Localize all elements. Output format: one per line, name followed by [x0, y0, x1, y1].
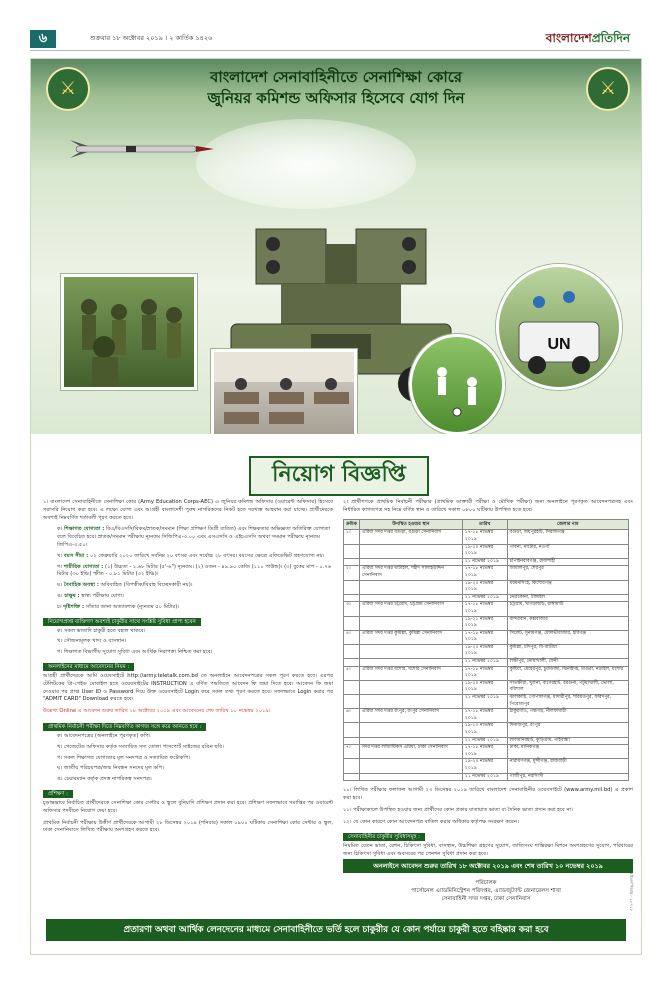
- eligibility-item: ঘ। বৈবাহিক অবস্থা : অবিবাহিত (বিপত্নীক/বিবাহ বিচ্ছেদকারী নয়)।: [57, 582, 193, 589]
- army-benefits-text: নিয়মিত বেতন ভাতা, রেশন, চিকিৎসা সুবিধা, বাসস্থান, উচ্চশিক্ষা গ্রহণের সুযোগ, জাতিসংঘ শান্তিরক্ষা মিশনে অংশগ্রহণের সুযোগ, পরিবারের জন্য চিকিৎসা সুবিধা এবং অবসরের পর পেনশন সুবিধা প্রদান করা হবে।: [343, 843, 633, 858]
- table-cell: ৬।: [344, 709, 360, 723]
- table-cell: ১৭-১৮ নভেম্বর ২০১৯: [462, 666, 507, 680]
- exam-centers-table: [343, 519, 629, 782]
- table-cell: ২।: [344, 566, 360, 580]
- table-cell: এরিয়া সদর দপ্তর রংপুর, রংপুর সেনানিবাস: [359, 709, 462, 723]
- table-cell: ২১ নভেম্বর ২০১৯: [462, 594, 507, 602]
- table-cell: [359, 695, 462, 709]
- document-item: ক। আবেদনপত্রের (অনলাইনে পূরণকৃত) কপি।: [57, 732, 151, 739]
- signature-line: পার্সোনেল এ্যাডমিনিস্ট্রেশন পরিদপ্তর, এ্যাডজুট্যান্ট জেনারেলস শাখা: [411, 888, 561, 894]
- table-row: [344, 695, 629, 709]
- table-row: [344, 773, 629, 781]
- benefit-item: খ। সৌজন্যমূলক খাদ্য ও বাসস্থান।: [57, 638, 127, 645]
- intro-paragraph: ১। বাংলাদেশ সেনাবাহিনীতে সেনাশিক্ষা কোর (Army Education Corps-AEC) এ জুনিয়র কমিশন্ড অফিসার (ওয়ারেন্ট অফিসার) হিসেবে সরাসরি নিয়োগ করা হবে। এ লক্ষ্যে যোগ্য এবং আগ্রহী বাংলাদেশী পুরুষ নাগরিকদের নিকট হতে দরখাস্ত আহবান করা যাচ্ছে। প্রার্থীদেরকে অবশ্যই নিম্নবর্ণিত শর্তাবলী পূরণ করতে হবে।: [43, 499, 333, 521]
- written-exam-text: প্রাথমিক নির্বাচনী পরীক্ষায় উত্তীর্ণ প্রার্থীদেরকে আগামী ২৮ ডিসেম্বর ২০১৯ (শনিবার) সকাল ০৯০০ ঘটিকায় সেনাশিক্ষা কোর সেন্টার ও স্কুল, ঢাকা সেনানিবাসে লিখিত পরীক্ষায় অংশগ্রহণ করতে হবে।: [43, 819, 333, 834]
- table-cell: বান্দরবান, কক্সবাজার: [507, 616, 628, 630]
- table-cell: সিলেট, সুনামগঞ্জ, মৌলভীবাজার, হবিগঞ্জ: [507, 630, 628, 644]
- table-cell: এরিয়া সদর দপ্তর যশোর, যশোর সেনানিবাস: [359, 666, 462, 680]
- table-cell: পাবনা, নাটোর, নওগাঁ: [507, 544, 628, 558]
- headline-line-2: জুনিয়র কমিশন্ড অফিসার হিসেবে যোগ দিন: [207, 89, 465, 107]
- table-row: [344, 530, 629, 544]
- table-row: [344, 616, 629, 630]
- eligibility-item: ঙ। চাক্ষুষ : স্বাস্থ্য পরীক্ষায় যোগ্য।: [57, 592, 125, 599]
- rocket-smoke-trail: [196, 119, 416, 209]
- online-dates-banner: অনলাইনে আবেদন শুরুর তারিখ ১৮ অক্টোবর ২০১৯ এবং শেষ তারিখ ১০ নভেম্বর ২০১৯: [343, 859, 633, 873]
- table-cell: ১৯-২০ নভেম্বর ২০১৯: [462, 680, 507, 694]
- table-cell: কুমিল্লা, চাঁদপুর, বি-বাড়ীয়া: [507, 644, 628, 658]
- table-header-date: তারিখ: [462, 519, 507, 530]
- table-cell: ৫।: [344, 666, 360, 680]
- apply-deadline-text: উল্লেখ্য Online এ আবেদন শুরুর তারিখ ১৮ অক্টোবর ২০১৯ এবং আবেদনের শেষ তারিখ ১০ নভেম্বর ২০১৯।: [43, 708, 271, 715]
- table-cell: গাজীপুর, নরসিংদী: [507, 773, 628, 781]
- table-header-district: জেলার নাম: [507, 519, 628, 530]
- table-cell: [344, 723, 360, 737]
- table-cell: ১।: [344, 530, 360, 544]
- table-row: [344, 723, 629, 737]
- missile-illustration: [66, 139, 216, 159]
- table-cell: [344, 580, 360, 594]
- table-cell: কুষ্টিয়া, মেহেরপুর, চুয়াডাঙ্গা, ঝিনাইদহ, মাগুরা, নড়াইল, যশোর: [507, 666, 628, 680]
- signature-line: সেনাবাহিনী সদর দপ্তর, ঢাকা সেনানিবাস: [441, 896, 531, 902]
- signature-block: [411, 879, 561, 903]
- table-cell: ১৯-২০ নভেম্বর ২০১৯: [462, 723, 507, 737]
- brand-main: বাংলাদেশ: [545, 31, 592, 45]
- section-benefits-heading: নিয়োগপ্রাপ্ত ব্যক্তিগণ অবশ্যই চাকুরীর সাথে সংশ্লিষ্ট সুবিধা প্রাপ্য হবেন: [43, 618, 201, 626]
- section-apply-online-heading: অনলাইনের মাধ্যমে আবেদনের নিয়ম :: [43, 663, 134, 671]
- table-cell: ২১ নভেম্বর ২০১৯: [462, 695, 507, 709]
- exam-centers-table-body: [344, 530, 629, 781]
- table-cell: [359, 616, 462, 630]
- table-row: [344, 544, 629, 558]
- table-cell: [359, 737, 462, 745]
- signature-line: পরিচালক: [475, 880, 497, 886]
- table-cell: ১৯-২০ নভেম্বর ২০১৯: [462, 580, 507, 594]
- table-cell: [359, 580, 462, 594]
- soldiers-training-photo: [61, 274, 197, 390]
- notice-title: নিয়োগ বিজ্ঞপ্তি: [249, 456, 429, 496]
- right-column: [343, 499, 633, 863]
- table-row: [344, 594, 629, 602]
- table-cell: ৪।: [344, 630, 360, 644]
- table-cell: ময়মনসিংহ, কিশোরগঞ্জ: [507, 580, 628, 594]
- table-cell: ২১ নভেম্বর ২০১৯: [462, 558, 507, 566]
- table-row: [344, 558, 629, 566]
- table-cell: ঢাকা, মানিকগঞ্জ: [507, 745, 628, 759]
- table-cell: ১৭-১৮ নভেম্বর ২০১৯: [462, 602, 507, 616]
- table-cell: ১৯-২১ নভেম্বর ২০১৯: [462, 616, 507, 630]
- table-cell: ১৭-১৮ নভেম্বর ২০১৯: [462, 630, 507, 644]
- table-cell: ১৯-২০ নভেম্বর ২০১৯: [462, 644, 507, 658]
- table-cell: [344, 759, 360, 773]
- ad-headline: [141, 67, 531, 109]
- table-row: [344, 745, 629, 759]
- training-text: চূড়ান্তভাবে নির্বাচিত প্রার্থীদেরকে সেনাশিক্ষা কোর সেন্টার ও স্কুলে বুনিয়াদি প্রশিক্ষণ প্রদান করা হবে। প্রশিক্ষণ সফলভাবে সমাপ্তির পর ওয়ারেন্ট অফিসার পদবীতে নিয়োগ দেয়া হবে।: [43, 799, 333, 814]
- eligibility-list: [43, 526, 333, 611]
- table-cell: [344, 695, 360, 709]
- table-cell: লালমনিরহাট, কুড়িগ্রাম, গাইবান্ধা: [507, 737, 628, 745]
- table-cell: [359, 594, 462, 602]
- table-cell: ১৭-১৮ নভেম্বর ২০১৯: [462, 745, 507, 759]
- army-emblem-right-icon: ⚔: [586, 67, 630, 111]
- eligibility-item: খ। বয়স সীমা : ০২ ফেব্রুয়ারি ২০২০ তারিখে সর্বনিম্ন ২০ বৎসর এবং সর্বোচ্চ ২৮ বৎসর। বয়সের ক্ষেত্রে এফিডেভিট গ্রহণযোগ্য নয়।: [57, 552, 325, 559]
- army-emblem-left-icon: ⚔: [46, 67, 90, 111]
- table-row: [344, 666, 629, 680]
- table-cell: [344, 594, 360, 602]
- table-header-venue: উপস্থিত হওয়ার স্থান: [359, 519, 462, 530]
- table-row: [344, 737, 629, 745]
- eligibility-item: গ। শারীরিক যোগ্যতা : (১) উচ্চতা - ১.৬৮ মিটার (৫'-৬") ন্যূনতম। (২) ওজন - ৪৯.৯০ কেজি (১১০ পাউন্ড)। (৩) বুকের মাপ - ০.৭৬ মিটার (৩০ ইঞ্চি) স্ফীত - ০.৮১ মিটার (৩২ ইঞ্চি)।: [57, 563, 332, 578]
- document-item: গ। সকল শিক্ষাগত যোগ্যতার মূল সনদপত্র ও সত্যায়িত ফটোকপি।: [57, 754, 191, 761]
- brand-accent: প্রতিদিন: [591, 31, 630, 45]
- table-cell: সদর দপ্তর লজিস্টিকস এরিয়া, ঢাকা সেনানিবাস: [359, 745, 462, 759]
- table-cell: লক্ষীপুর, নোয়াখালী, ফেনী: [507, 659, 628, 667]
- table-row: [344, 659, 629, 667]
- table-cell: এরিয়া সদর দপ্তর চট্টগ্রাম, চট্টগ্রাম সেনানিবাস: [359, 602, 462, 616]
- table-cell: [359, 723, 462, 737]
- section-documents-heading: প্রাথমিক নির্বাচনী পরীক্ষা দিতে নিম্নবর্ণিত কাগজ সঙ্গে করে আনতে হবে :: [43, 723, 206, 731]
- table-cell: [359, 659, 462, 667]
- note-item: ১২। যে কোন কারণে কোন আবেদনপত্র বাতিল করার অধিকার কর্তৃপক্ষ সংরক্ষণ করেন।: [343, 818, 519, 825]
- table-cell: জামালপুর, শেরপুর: [507, 566, 628, 580]
- table-cell: নেত্রকোনা, টাঙ্গাইল: [507, 594, 628, 602]
- note-item: ১১। পরীক্ষাকালে উপস্থিত হওয়ার জন্য প্রার্থীদের কোন প্রকার যাতায়াত ভাতা বা দৈনিক ভাতা প্রদান করা হবে না।: [343, 806, 573, 813]
- table-row: [344, 709, 629, 723]
- table-cell: ঠাকুরগাঁও, পঞ্চগড়, নীলফামারী: [507, 709, 628, 723]
- table-row: [344, 680, 629, 694]
- table-cell: ১৯-২০ নভেম্বর ২০১৯: [462, 759, 507, 773]
- fraud-warning-banner: প্রতারণা অথবা আর্থিক লেনদেনের মাধ্যমে সেনাবাহিনীতে ভর্তি হলে চাকুরীর যে কোন পর্যায়ে চাকুরী হতে বহিষ্কার করা হবে: [46, 919, 626, 941]
- left-column: [43, 499, 333, 839]
- page-number: ৬: [30, 30, 56, 48]
- table-cell: এরিয়া সদর দপ্তর কুমিল্লা, কুমিল্লা সেনানিবাস: [359, 630, 462, 644]
- table-cell: ৩।: [344, 602, 360, 616]
- table-cell: ২১ নভেম্বর ২০১৯: [462, 737, 507, 745]
- table-cell: [359, 773, 462, 781]
- table-cell: চাঁপাইনবাবগঞ্জ, রাজশাহী: [507, 558, 628, 566]
- table-cell: [344, 659, 360, 667]
- table-cell: ৭।: [344, 745, 360, 759]
- table-cell: [344, 773, 360, 781]
- table-cell: নারায়ণগঞ্জ, মুন্সীগঞ্জ, রাজবাড়ী: [507, 759, 628, 773]
- exam-venue-intro: ২। প্রার্থীগণকে প্রাথমিক নির্বাচনী পরীক্ষার (প্রাথমিক ডাক্তারী পরীক্ষা ও মৌখিক পরীক্ষা) জন্য অনলাইনে পূরণকৃত আবেদনপত্রসহ এবং নির্ধারিত কাগজপত্র সহ নিম্নে বর্ণিত স্থান ও তারিখে সকাল ০৮০০ ঘটিকায় উপস্থিত হতে হবে।: [343, 499, 633, 513]
- table-header-serial: ক্রমিক: [344, 519, 360, 530]
- table-cell: চট্টগ্রাম, খাগড়াছড়ি, রাঙ্গামাটি: [507, 602, 628, 616]
- table-cell: ২১ নভেম্বর ২০১৯: [462, 659, 507, 667]
- table-cell: [344, 680, 360, 694]
- eligibility-item: ক। শিক্ষাগত যোগ্যতা : বিএ/বিএসসি/বিকম/স্নাতক/সমমান (শিক্ষা প্রশিক্ষণ ডিগ্রী ব্যতিত) এবং শিক্ষকতার অভিজ্ঞতা অতিরিক্ত যোগ্যতা বলে বিবেচিত হবে। স্নাতক/সমমান পরীক্ষায় ন্যূনতম সিজিপিএ-৩.০০ এবং এসএসসি ও এইচএসসি অথবা সমমান পরীক্ষায় ন্যূনতম জিপিএ-৩.৫০।: [57, 526, 331, 548]
- eligibility-item: চ। দৃষ্টিশক্তি : সাঁতার জানা অত্যাবশ্যক (ন্যূনতম ৫০ মিটার)।: [57, 603, 180, 610]
- table-cell: [344, 616, 360, 630]
- newspaper-brand: [546, 30, 630, 50]
- table-row: [344, 644, 629, 658]
- table-cell: ১৭-১৮ নভেম্বর ২০১৯: [462, 530, 507, 544]
- table-cell: এরিয়া সদর দপ্তর ঘাটাইল, শহীদ সালাহউদ্দিন সেনানিবাস: [359, 566, 462, 580]
- section-army-benefits-heading: সেনাবাহিনীর চাকুরীর সুবিধাসমূহ :: [343, 833, 425, 841]
- classroom-photo: [211, 349, 357, 434]
- table-cell: এরিয়া সদর দপ্তর বগুড়া, বগুড়া সেনানিবাস: [359, 530, 462, 544]
- document-item: খ। গেজেটেড অফিসার কর্তৃক সত্যায়িত সদ্য তোলা পাসপোর্ট সাইজের রঙিন ছবি।: [57, 743, 224, 750]
- table-cell: বগুড়া, জয়পুরহাট, সিরাজগঞ্জ: [507, 530, 628, 544]
- table-cell: ১৭-১৮ নভেম্বর ২০১৯: [462, 709, 507, 723]
- recruitment-advertisement: [30, 58, 642, 955]
- table-row: [344, 566, 629, 580]
- table-row: [344, 602, 629, 616]
- table-cell: ২১ নভেম্বর ২০১৯: [462, 773, 507, 781]
- table-cell: ১৭-১৮ নভেম্বর ২০১৯: [462, 566, 507, 580]
- table-cell: [344, 737, 360, 745]
- table-cell: দিনাজপুর, রংপুর: [507, 723, 628, 737]
- un-vehicle-label: UN: [547, 336, 571, 353]
- table-cell: সাতক্ষীরা, খুলনা, বাগেরহাট, বরগুনা, পটুয়াখালী, ভোলা, বরিশাল: [507, 680, 628, 694]
- document-item: ঙ। চেয়ারম্যান কর্তৃক প্রদত্ত নাগরিকত্ব সনদপত্র।: [57, 776, 152, 783]
- masthead: [30, 28, 630, 51]
- benefit-item: ক। সকল ভাতাদি চাকুরী হতে বহাল থাকবে।: [57, 627, 146, 634]
- hero-banner: [31, 59, 641, 434]
- table-row: [344, 630, 629, 644]
- un-peacekeeping-photo: [496, 264, 622, 390]
- table-cell: [344, 544, 360, 558]
- section-training-heading: প্রশিক্ষণ :: [43, 790, 73, 798]
- table-cell: [344, 644, 360, 658]
- apply-online-text: আগ্রহী প্রার্থীদেরকে আর্মি ওয়েবসাইটে http://army.teletalk.com.bd তে অনলাইনে আবেদনপত্রের সকল পূরণ করতে হবে। এরপর টেলিটকের প্রি-পেইড মোবাইল হতে ওয়েবসাইটের INSTRUCTION এ বর্ণিত পদ্ধতিতে আবেদন ফি জমা দিতে হবে। আবেদন ফি জমা দেওয়ার পর প্রাপ্ত User ID ও Password দিয়ে উক্ত ওয়েবসাইটে Login করে সকল তথ্য পূরণ করতে হবে। সফলভাবে Login করার পর "ADMIT CARD" Download করতে হবে।: [43, 672, 333, 703]
- table-cell: [359, 558, 462, 566]
- table-cell: ঝালকাঠি, গোপালগঞ্জ, মাদারীপুর, শরিয়তপুর, ফরিদপুর, পিরোজপুর: [507, 695, 628, 709]
- table-header-row: [344, 519, 629, 530]
- headline-line-1: বাংলাদেশ সেনাবাহিনীতে সেনাশিক্ষা কোরে: [210, 68, 462, 86]
- table-cell: [359, 759, 462, 773]
- table-cell: [344, 558, 360, 566]
- football-match-photo: [409, 334, 505, 434]
- ispr-code: আইএসপিআর - ১০৭১৮: [629, 871, 634, 912]
- table-cell: [359, 644, 462, 658]
- note-item: ১০। লিখিত পরীক্ষার ফলাফল আগামী ২৩ ডিসেম্বর ২০১৯ তারিখে বাংলাদেশ সেনাবাহিনীর ওয়েবসাইটে (www.army.mil.bd) এ প্রকাশ করা হবে।: [343, 787, 633, 801]
- table-row: [344, 759, 629, 773]
- table-cell: [359, 544, 462, 558]
- table-cell: ১৯-২০ নভেম্বর ২০১৯: [462, 544, 507, 558]
- benefit-item: গ। শিক্ষাগত বিভাগীয় সুযোগ সুবিধা এবং আর্থিক নিরাপত্তা নিশ্চিত করা হবে।: [57, 649, 213, 656]
- date-line: শুক্রবার ১৮ অক্টোবর ২০১৯ । ২ কার্তিক ১৪২৬: [90, 34, 213, 42]
- document-item: ঘ। জাতীয় পরিচয়পত্র/জন্ম নিবন্ধন সনদের মূল কপি।: [57, 765, 164, 772]
- table-cell: [359, 680, 462, 694]
- table-row: [344, 580, 629, 594]
